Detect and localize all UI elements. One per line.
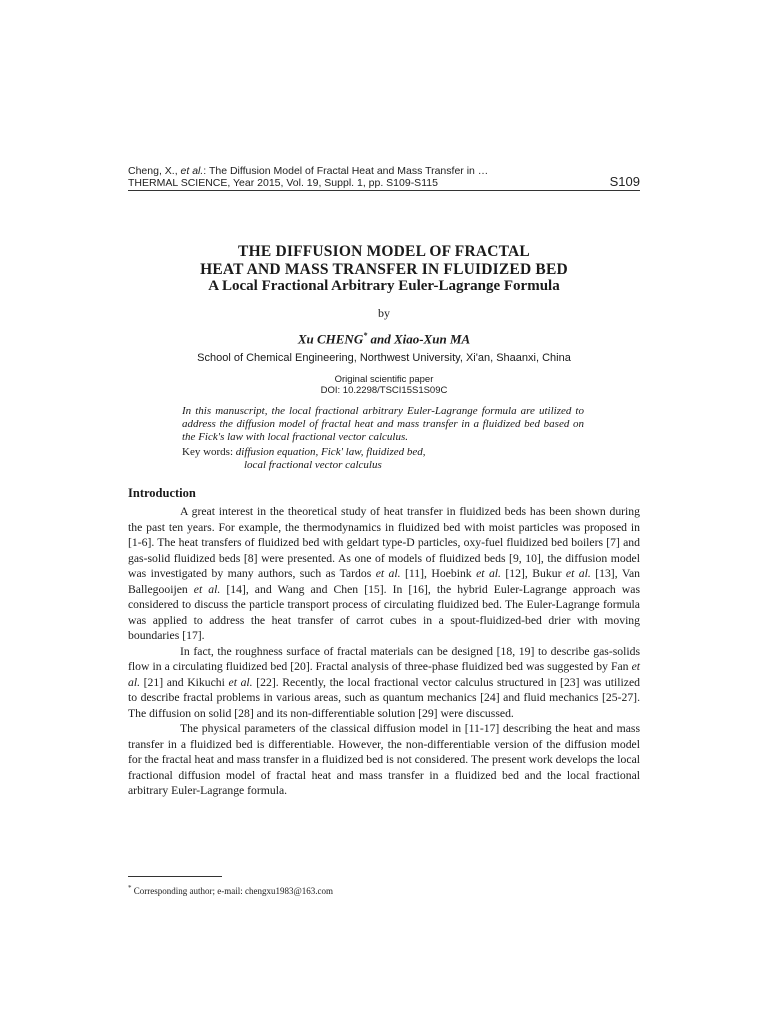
keywords-line1: Key words: diffusion equation, Fick' law, fluidized bed,	[182, 446, 426, 458]
affiliation: School of Chemical Engineering, Northwest University, Xi'an, Shaanxi, China	[197, 352, 571, 364]
page-number: S109	[609, 174, 640, 189]
keywords-line2: local fractional vector calculus	[244, 459, 382, 471]
paragraph-run: In fact, the roughness surface of fractal materials can be designed [18, 19] to describe gas-solids flow in a circulating fluidized bed [20]. Fractal analysis of three-phase fluidized bed was suggested by Fan	[128, 644, 640, 673]
citation-etal: et al.	[565, 567, 591, 580]
authors: Xu CHENG* and Xiao-Xun MA	[297, 331, 471, 347]
abstract: In this manuscript, the local fractional arbitrary Euler-Lagrange formula are utilized to address the diffusion model of fractal heat and mass transfer in a fluidized bed based on the Fick's law with local fractional vector calculus.	[182, 405, 584, 443]
corresponding-author-mark: *	[363, 331, 368, 340]
paper-type: Original scientific paper	[334, 374, 434, 385]
body-text	[128, 504, 640, 799]
paragraph-run: [12], Bukur	[500, 567, 566, 580]
paragraph-run: [22]. Recently, the local fractional vector calculus structured in [23] was utilized to describe fractal problems in various areas, such as quantum mechanics [24] and fluid mechanics [25-27]. The diffusion on solid [28] and its non-differentiable solution [29] were discussed.	[128, 675, 640, 720]
paragraph-run: [11], Hoebink	[400, 567, 477, 580]
paragraph-run: [13], Van Ballegooijen	[128, 567, 641, 596]
running-head-line1: Cheng, X., et al.: The Diffusion Model of Fractal Heat and Mass Transfer in …	[128, 165, 489, 177]
citation-etal: et al.	[193, 582, 221, 596]
subtitle: A Local Fractional Arbitrary Euler-Lagrange Formula	[208, 278, 560, 294]
citation-etal: et al.	[476, 567, 501, 580]
paragraph-run: [14], and Wang and Chen [15]. In [16], the hybrid Euler-Lagrange approach was considered to discuss the particle transport process of circulating fluidized bed. The Euler-Lagrange formula was applied to address the heat transfer of carrot cubes in a spout-fluidized-bed drier with moving boundaries [17].	[128, 582, 640, 642]
doi: DOI: 10.2298/TSCI15S1S09C	[320, 385, 448, 396]
paragraph-run: A great interest in the theoretical study of heat transfer in fluidized beds has been shown during the past ten years. For example, the thermodynamics in fluidized bed with moist particles was proposed in [1-6]. The heat transfers of fluidized bed with geldart type-D particles, oxy-fuel fluidized bed boilers [7] and gas-solid fluidized beds [8] were presented. As one of models of fluidized beds [9, 10], the diffusion model was investigated by many authors, such as Tardos	[128, 505, 640, 580]
paragraph	[128, 721, 640, 799]
section-heading: Introduction	[128, 486, 196, 500]
citation-etal: et al.	[228, 675, 253, 689]
paragraph-run: The physical parameters of the classical diffusion model in [11-17] describing the heat and mass transfer in a fluidized bed is differentiable. However, the non-differentiable version of the diffusion model for the fractal heat and mass transfer in a fluidized bed is not considered. The present work develops the local fractional diffusion model of fractal heat and mass transfer in a fluidized bed and the local fractional arbitrary Euler-Lagrange formula.	[128, 722, 640, 797]
title-line2: HEAT AND MASS TRANSFER IN FLUIDIZED BED	[200, 261, 568, 278]
paragraph	[128, 644, 640, 722]
citation-etal: et al.	[375, 567, 401, 580]
paragraph-run: [21] and Kikuchi	[140, 675, 229, 689]
header-rule	[128, 190, 640, 191]
citation-etal: et al.	[128, 660, 640, 689]
title-line1: THE DIFFUSION MODEL OF FRACTAL	[238, 243, 530, 260]
footnote-rule	[128, 876, 222, 877]
footnote: * Corresponding author; e-mail: chengxu1983@163.com	[128, 884, 333, 896]
running-head-line2: THERMAL SCIENCE, Year 2015, Vol. 19, Suppl. 1, pp. S109-S115	[128, 177, 438, 189]
byline: by	[378, 306, 390, 320]
paragraph	[128, 504, 640, 644]
